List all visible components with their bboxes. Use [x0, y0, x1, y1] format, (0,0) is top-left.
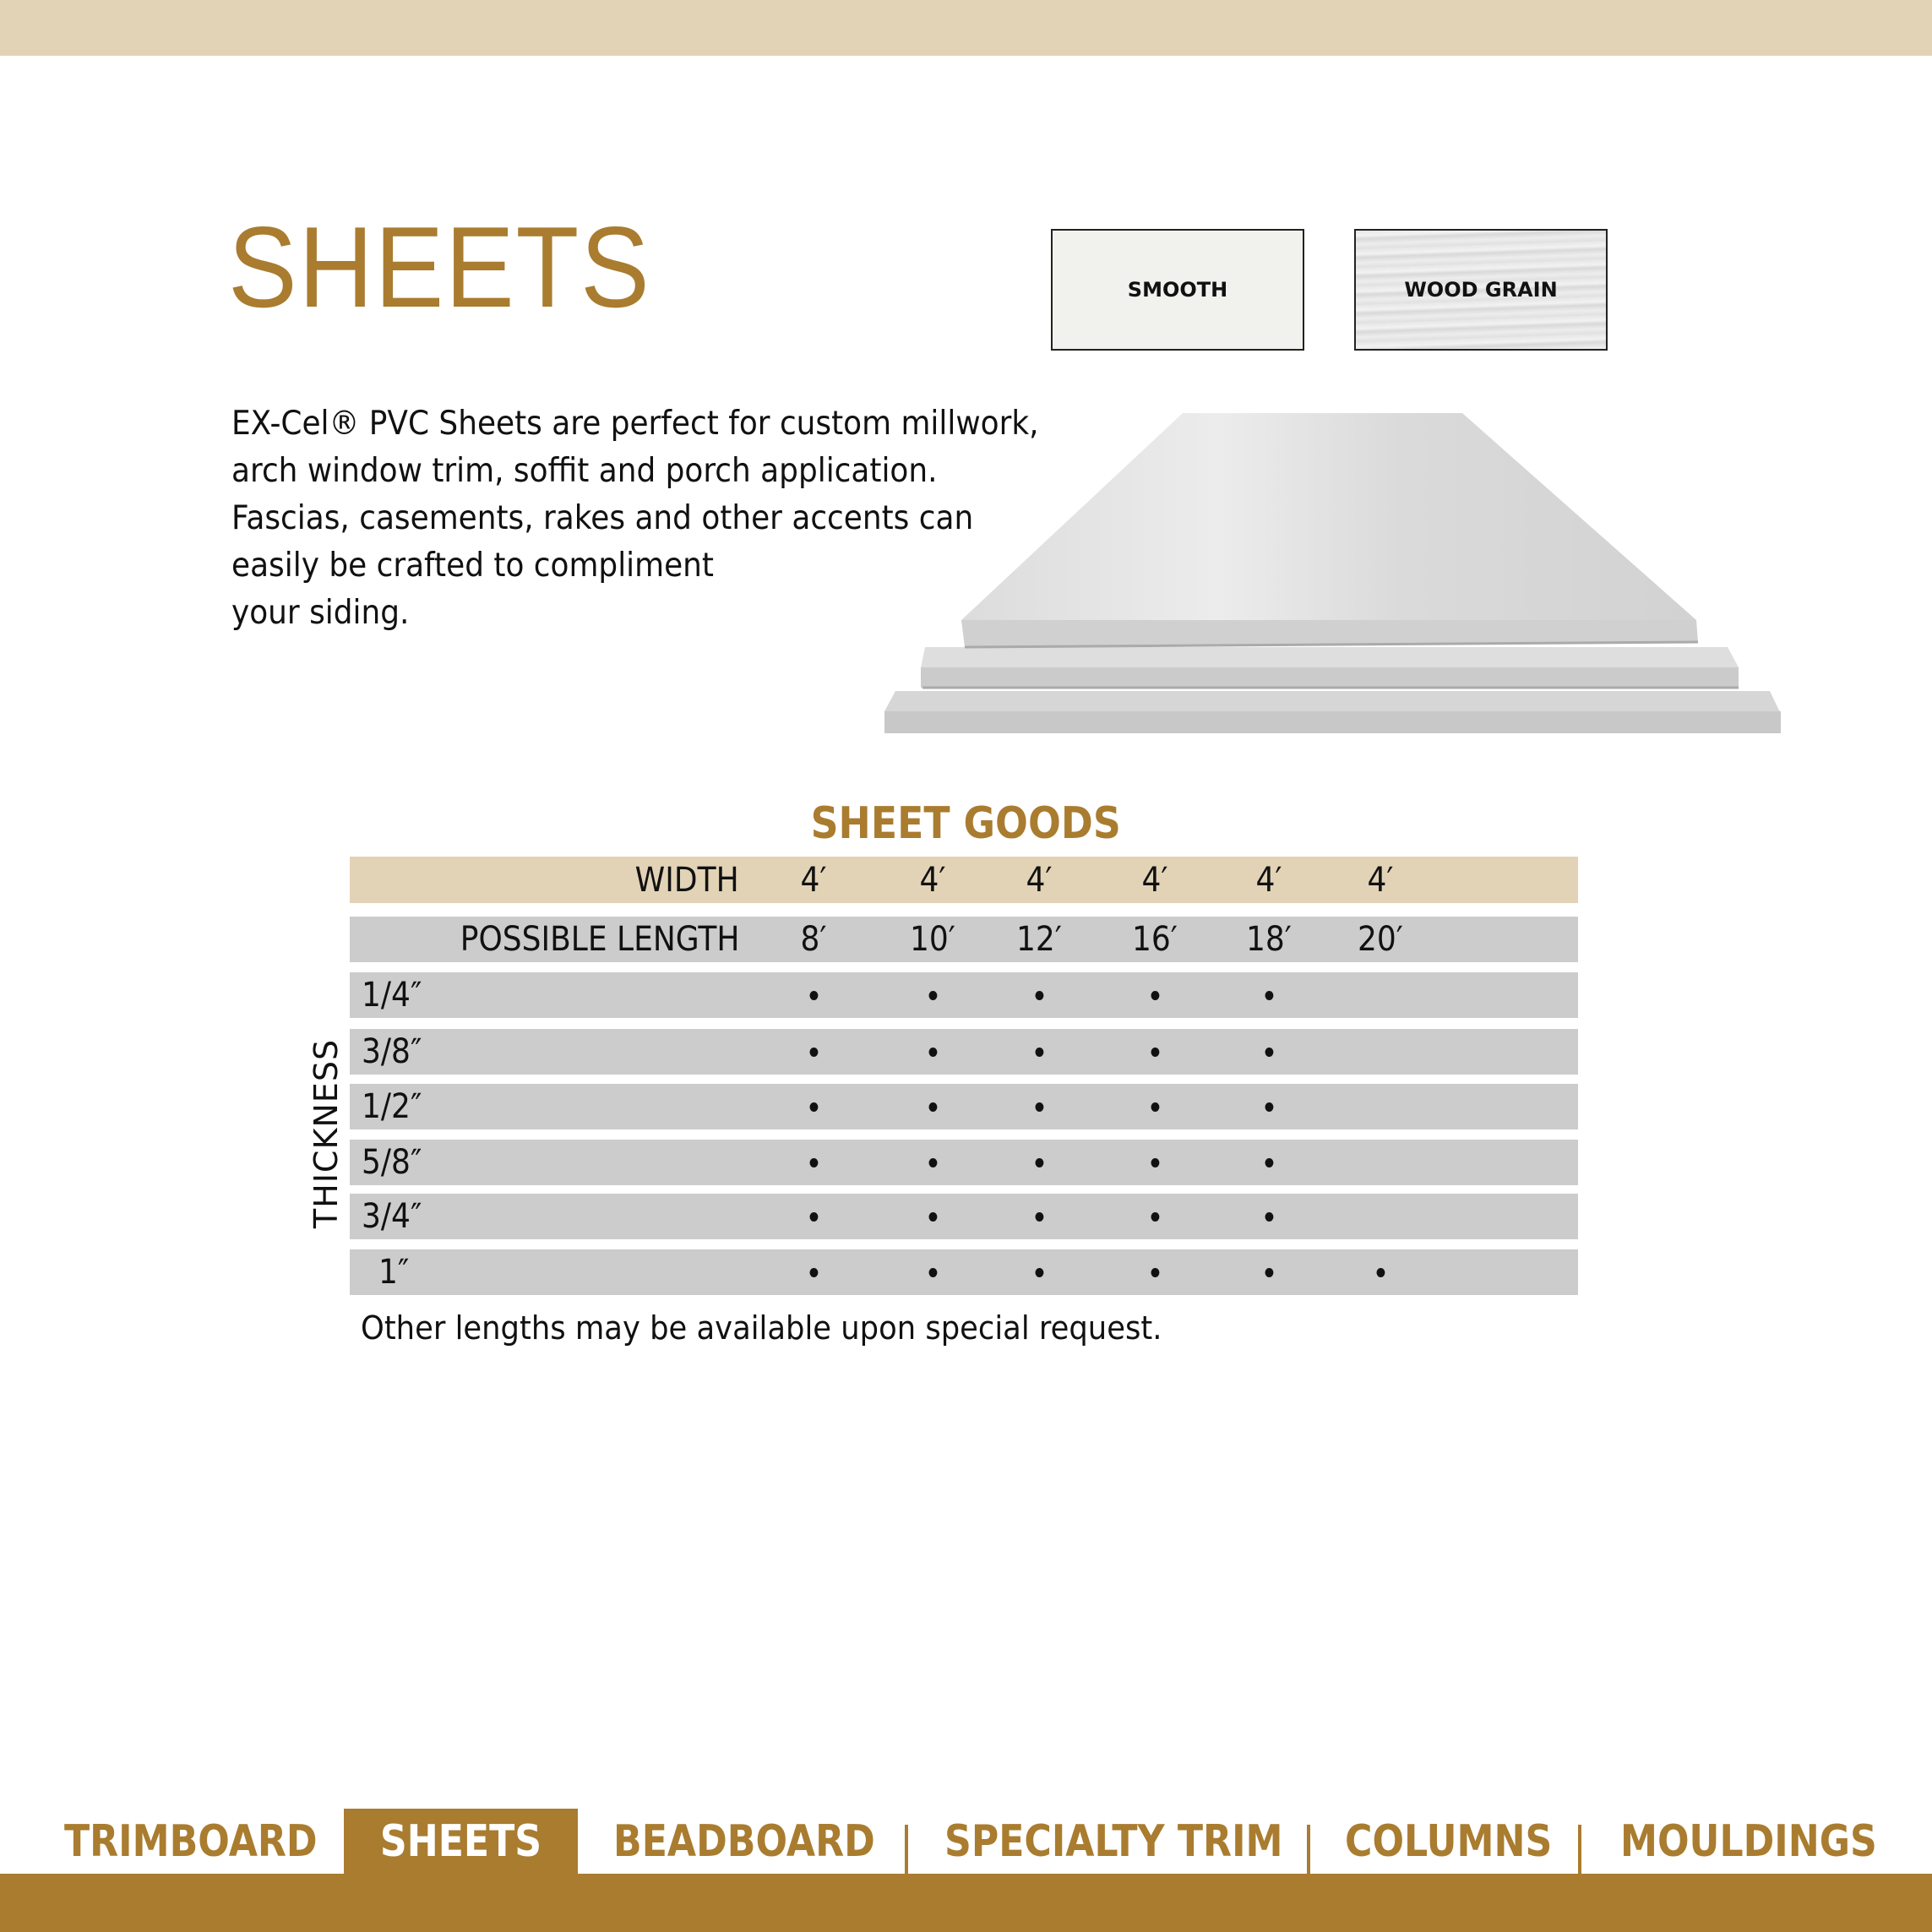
availability-cell [1024, 1194, 1054, 1239]
availability-cell [798, 972, 829, 1018]
nav-tab-specialty-trim[interactable] [944, 1809, 1282, 1874]
availability-cell [917, 1084, 948, 1129]
availability-cell [1140, 1194, 1170, 1239]
thickness-value: 1″ [378, 1253, 410, 1292]
availability-cell [1254, 1084, 1284, 1129]
nav-tab-label: SHEETS [379, 1815, 542, 1867]
width-cell: 4′ [919, 860, 946, 900]
availability-dot-icon [928, 1048, 937, 1057]
availability-cell [798, 1140, 829, 1185]
availability-cell [798, 1194, 829, 1239]
thickness-row [350, 1249, 1578, 1295]
availability-dot-icon [1035, 1102, 1043, 1112]
width-cell: 4′ [800, 860, 827, 900]
nav-tab-label: SPECIALTY TRIM [944, 1815, 1283, 1867]
availability-cell [1254, 1249, 1284, 1295]
length-cell: 16′ [1132, 920, 1178, 959]
nav-separator [1307, 1825, 1310, 1874]
availability-dot-icon [1035, 991, 1043, 1000]
thickness-row [350, 1140, 1578, 1185]
availability-cell [917, 1249, 948, 1295]
width-cell: 4′ [1255, 860, 1282, 900]
availability-dot-icon [1265, 1102, 1273, 1112]
availability-cell [1140, 1249, 1170, 1295]
availability-dot-icon [928, 991, 937, 1000]
availability-cell [1024, 1084, 1054, 1129]
availability-cell [1024, 1140, 1054, 1185]
width-cell: 4′ [1141, 860, 1168, 900]
bottom-nav-bar [0, 1874, 1932, 1932]
availability-dot-icon [928, 1268, 937, 1277]
availability-cell [1024, 1249, 1054, 1295]
top-banner [0, 0, 1932, 56]
length-cell: 10′ [910, 920, 955, 959]
availability-cell [1254, 972, 1284, 1018]
availability-cell [1140, 1140, 1170, 1185]
width-cell: 4′ [1367, 860, 1394, 900]
availability-dot-icon [809, 1102, 818, 1112]
availability-cell [798, 1029, 829, 1075]
availability-cell [1140, 1084, 1170, 1129]
length-cell: 12′ [1016, 920, 1062, 959]
length-cell: 18′ [1246, 920, 1292, 959]
availability-cell [1140, 1029, 1170, 1075]
swatch-wood-grain-label: WOOD GRAIN [1404, 278, 1558, 302]
availability-dot-icon [809, 1212, 818, 1222]
length-cell: 8′ [800, 920, 827, 959]
nav-tab-label: TRIMBOARD [64, 1815, 318, 1867]
availability-dot-icon [1151, 1158, 1159, 1167]
description-line: EX-Cel® PVC Sheets are perfect for custom millwork, [231, 405, 1039, 443]
availability-dot-icon [1376, 1268, 1385, 1277]
availability-dot-icon [1265, 991, 1273, 1000]
nav-tab-trimboard[interactable] [64, 1809, 318, 1874]
thickness-value: 3/8″ [362, 1032, 422, 1071]
availability-dot-icon [809, 1048, 818, 1057]
thickness-value: 5/8″ [362, 1143, 422, 1182]
nav-tab-beadboard[interactable] [613, 1809, 884, 1874]
availability-cell [1254, 1029, 1284, 1075]
nav-tab-label: BEADBOARD [613, 1815, 875, 1867]
availability-dot-icon [1151, 1102, 1159, 1112]
width-cell: 4′ [1026, 860, 1053, 900]
thickness-value: 3/4″ [362, 1197, 422, 1236]
table-note: Other lengths may be available upon special request. [361, 1309, 1162, 1347]
availability-dot-icon [1265, 1268, 1273, 1277]
availability-cell [1140, 972, 1170, 1018]
availability-cell [917, 1194, 948, 1239]
page-title: SHEETS [228, 203, 651, 331]
availability-cell [1024, 972, 1054, 1018]
thickness-value: 1/2″ [362, 1087, 422, 1126]
availability-dot-icon [1265, 1212, 1273, 1222]
availability-dot-icon [809, 1268, 818, 1277]
swatch-smooth-label: SMOOTH [1127, 278, 1228, 302]
availability-cell [1365, 1249, 1396, 1295]
swatch-smooth [1051, 229, 1304, 351]
availability-dot-icon [928, 1158, 937, 1167]
availability-dot-icon [809, 1158, 818, 1167]
thickness-row [350, 1029, 1578, 1075]
nav-tab-columns[interactable] [1345, 1809, 1565, 1874]
thickness-row [350, 972, 1578, 1018]
availability-cell [917, 972, 948, 1018]
availability-dot-icon [1151, 1212, 1159, 1222]
availability-dot-icon [1151, 1048, 1159, 1057]
length-label: POSSIBLE LENGTH [460, 920, 739, 959]
nav-separator [1578, 1825, 1581, 1874]
availability-cell [1024, 1029, 1054, 1075]
availability-cell [798, 1249, 829, 1295]
nav-tab-label: COLUMNS [1345, 1815, 1553, 1867]
nav-separator [905, 1825, 908, 1874]
description-line: Fascias, casements, rakes and other accents can [231, 499, 974, 537]
availability-dot-icon [1035, 1212, 1043, 1222]
description-line: easily be crafted to compliment [231, 547, 714, 585]
availability-cell [917, 1029, 948, 1075]
thickness-value: 1/4″ [362, 976, 422, 1015]
availability-dot-icon [1035, 1268, 1043, 1277]
width-row [350, 857, 1578, 903]
availability-dot-icon [1265, 1158, 1273, 1167]
availability-cell [917, 1140, 948, 1185]
availability-dot-icon [1035, 1048, 1043, 1057]
availability-cell [1254, 1140, 1284, 1185]
availability-dot-icon [1035, 1158, 1043, 1167]
width-label: WIDTH [634, 860, 739, 900]
availability-dot-icon [1265, 1048, 1273, 1057]
nav-tab-label: MOULDINGS [1620, 1815, 1877, 1867]
nav-tab-sheets[interactable] [344, 1809, 578, 1874]
thickness-axis-label: THICKNESS [307, 1038, 345, 1229]
availability-cell [798, 1084, 829, 1129]
availability-dot-icon [809, 991, 818, 1000]
description-line: arch window trim, soffit and porch application. [231, 452, 938, 490]
length-row [350, 917, 1578, 962]
description-line: your siding. [231, 594, 410, 632]
availability-dot-icon [928, 1102, 937, 1112]
availability-dot-icon [1151, 1268, 1159, 1277]
availability-cell [1254, 1194, 1284, 1239]
availability-dot-icon [928, 1212, 937, 1222]
availability-dot-icon [1151, 991, 1159, 1000]
length-cell: 20′ [1358, 920, 1403, 959]
sheet-goods-title: SHEET GOODS [810, 798, 1121, 849]
pvc-sheets-image [879, 405, 1791, 743]
thickness-row [350, 1194, 1578, 1239]
swatch-wood-grain [1354, 229, 1608, 351]
nav-tab-mouldings[interactable] [1620, 1809, 1891, 1874]
thickness-row [350, 1084, 1578, 1129]
